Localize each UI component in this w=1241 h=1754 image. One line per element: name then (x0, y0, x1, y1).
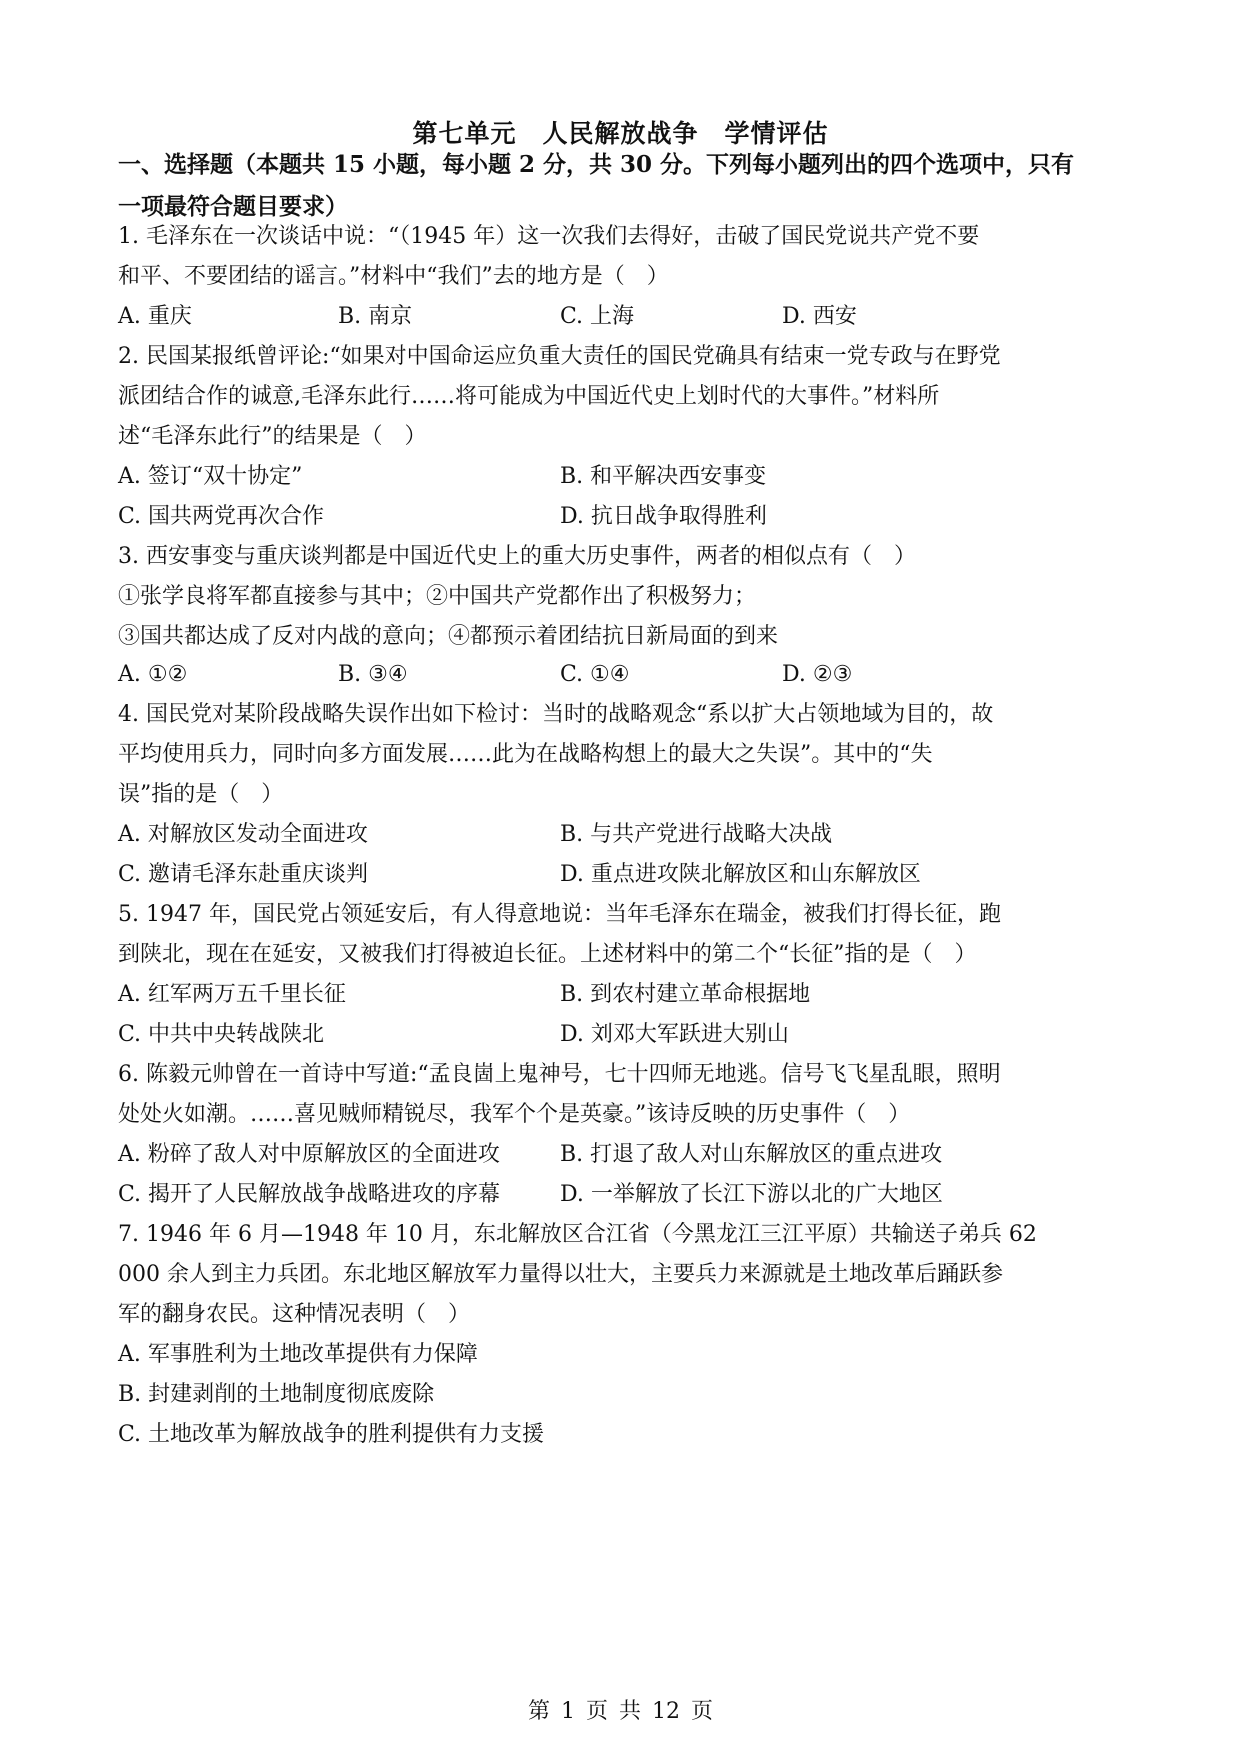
option-a: A. ①② (118, 662, 188, 687)
question-stem-line: 到陕北，现在在延安，又被我们打得被迫长征。上述材料中的第二个“长征”指的是（ ） (118, 942, 977, 967)
option-b: B. 打退了敌人对山东解放区的重点进攻 (560, 1142, 943, 1167)
option-c: C. 上海 (560, 304, 635, 329)
option-c: C. 中共中央转战陕北 (118, 1022, 325, 1047)
page-title: 第七单元 人民解放战争 学情评估 (412, 119, 829, 148)
option-a: A. 军事胜利为土地改革提供有力保障 (118, 1342, 478, 1367)
option-d: D. 重点进攻陕北解放区和山东解放区 (560, 862, 921, 887)
option-d: D. 一举解放了长江下游以北的广大地区 (560, 1182, 943, 1207)
question-stem-line: 000 余人到主力兵团。东北地区解放军力量得以壮大，主要兵力来源就是土地改革后踊跃参 (118, 1262, 1003, 1287)
question-stem-line: 1. 毛泽东在一次谈话中说：“（1945 年）这一次我们去得好，击破了国民党说共产党不要 (118, 224, 980, 249)
question-stem-line: 5. 1947 年，国民党占领延安后，有人得意地说：当年毛泽东在瑞金，被我们打得长征，跑 (118, 902, 1001, 927)
question-stem-line: 平均使用兵力，同时向多方面发展……此为在战略构想上的最大之失误”。其中的“失 (118, 742, 933, 767)
option-a: A. 对解放区发动全面进攻 (118, 822, 368, 847)
option-a: A. 红军两万五千里长征 (118, 982, 346, 1007)
question-stem-line: 处处火如潮。……喜见贼师精锐尽，我军个个是英豪。”该诗反映的历史事件（ ） (118, 1102, 911, 1127)
question-stem-line: 7. 1946 年 6 月—1948 年 10 月，东北解放区合江省（今黑龙江三江平原）共输送子弟兵 62 (118, 1222, 1037, 1247)
page-footer: 第 1 页 共 12 页 (528, 1699, 713, 1724)
section-heading-line: 一、选择题（本题共 15 小题，每小题 2 分，共 30 分。下列每小题列出的四个选项中，只有 (118, 151, 1075, 178)
question-stem-line: ①张学良将军都直接参与其中；②中国共产党都作出了积极努力； (118, 584, 757, 609)
section-heading (118, 144, 1128, 228)
question-stem-line: 和平、不要团结的谣言。”材料中“我们”去的地方是（ ） (118, 264, 669, 289)
option-c: C. ①④ (560, 662, 630, 687)
option-c: C. 揭开了人民解放战争战略进攻的序幕 (118, 1182, 501, 1207)
option-c: C. 邀请毛泽东赴重庆谈判 (118, 862, 369, 887)
option-c: C. 土地改革为解放战争的胜利提供有力支援 (118, 1422, 545, 1447)
question-stem-line: 误”指的是（ ） (118, 782, 284, 807)
option-c: C. 国共两党再次合作 (118, 504, 325, 529)
option-d: D. 抗日战争取得胜利 (560, 504, 767, 529)
option-b: B. ③④ (338, 662, 408, 687)
option-b: B. 封建剥削的土地制度彻底废除 (118, 1382, 435, 1407)
question-stem-line: 军的翻身农民。这种情况表明（ ） (118, 1302, 471, 1327)
option-b: B. 和平解决西安事变 (560, 464, 767, 489)
question-stem-line: 4. 国民党对某阶段战略失误作出如下检讨：当时的战略观念“系以扩大占领地域为目的，故 (118, 702, 994, 727)
question-stem-line: 6. 陈毅元帅曾在一首诗中写道:“孟良崮上鬼神号，七十四师无地逃。信号飞飞星乱眼，照明 (118, 1062, 1001, 1087)
option-b: B. 与共产党进行战略大决战 (560, 822, 833, 847)
option-d: D. ②③ (782, 662, 853, 687)
option-a: A. 粉碎了敌人对中原解放区的全面进攻 (118, 1142, 500, 1167)
option-b: B. 南京 (338, 304, 413, 329)
question-stem-line: 2. 民国某报纸曾评论:“如果对中国命运应负重大责任的国民党确具有结束一党专政与在野党 (118, 344, 1001, 369)
question-stem-line: ③国共都达成了反对内战的意向；④都预示着团结抗日新局面的到来 (118, 624, 779, 649)
option-b: B. 到农村建立革命根据地 (560, 982, 811, 1007)
question-stem-line: 3. 西安事变与重庆谈判都是中国近代史上的重大历史事件，两者的相似点有（ ） (118, 544, 916, 569)
question-stem-line: 述“毛泽东此行”的结果是（ ） (118, 424, 427, 449)
option-a: A. 签订“双十协定” (118, 464, 303, 489)
option-a: A. 重庆 (118, 304, 192, 329)
option-d: D. 西安 (782, 304, 857, 329)
option-d: D. 刘邓大军跃进大别山 (560, 1022, 789, 1047)
section-heading-line: 一项最符合题目要求） (118, 193, 348, 220)
question-stem-line: 派团结合作的诚意,毛泽东此行……将可能成为中国近代史上划时代的大事件。”材料所 (118, 384, 940, 409)
